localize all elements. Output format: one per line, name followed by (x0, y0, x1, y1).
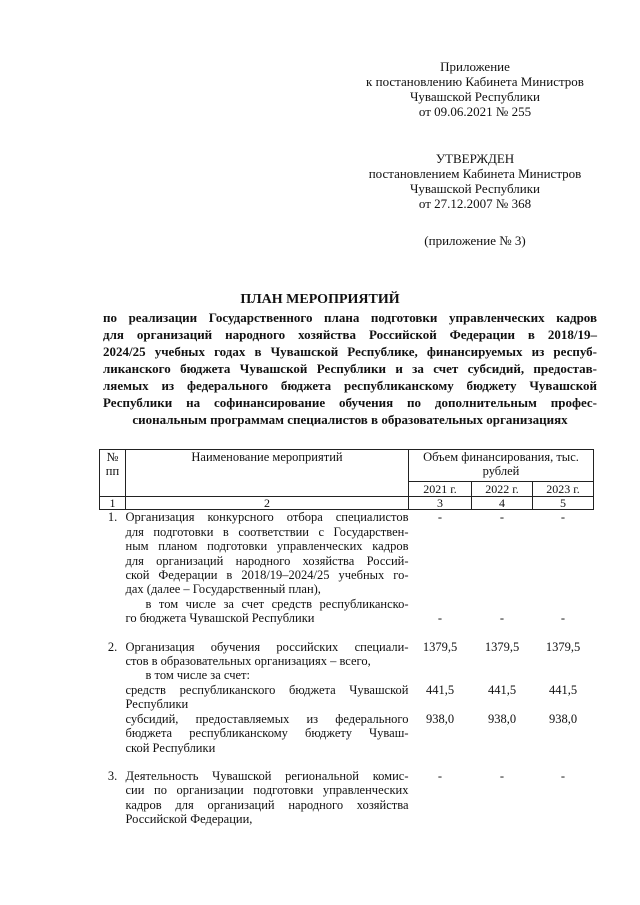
desc-line: Деятельность Чувашской региональной комис- (125, 768, 409, 783)
desc-line: дах (далее – Государственный план), (125, 582, 321, 597)
approved-header (340, 151, 610, 211)
col-number-label: 1 (100, 497, 126, 510)
col-header-funding: Объем финансирования, тыс. рублей (409, 450, 594, 482)
table-row (100, 597, 594, 626)
plan-subtitle (103, 309, 597, 428)
value-2021: - (437, 610, 443, 625)
value-2021: 1379,5 (422, 639, 458, 654)
desc-line: ской Республики (125, 740, 216, 755)
subtitle-line: сиональным программам специалистов в образовательных организациях (132, 412, 568, 427)
value-2022: - (499, 610, 505, 625)
desc-line: для организаций народного хозяйства Россий- (125, 553, 409, 568)
desc-line: Организация конкурсного отбора специалистов (125, 510, 409, 525)
subtitle-line: по реализации Государственного плана подготовки управленческих кадров (103, 310, 597, 325)
value-2023: 441,5 (548, 682, 578, 697)
value-2022: 938,0 (487, 711, 517, 726)
col-header-year-2022: 2022 г. (472, 482, 533, 497)
appendix-line: Чувашской Республики (409, 89, 541, 104)
subtitle-line: 2024/25 учебных годах в Чувашской Республике, финансируемых из респуб- (103, 344, 597, 359)
appendix-line: к постановлению Кабинета Министров (366, 74, 584, 89)
value-2023: - (560, 610, 566, 625)
approved-line: УТВЕРЖДЕН (435, 151, 515, 166)
subtitle-line: ликанского бюджета Чувашской Республики и за счет субсидий, предостав- (103, 361, 597, 376)
desc-line: бюджета республиканскому бюджету Чуваш- (125, 726, 409, 741)
row-description (126, 597, 409, 626)
desc-line: в том числе за счет: (145, 668, 250, 683)
row-number: 1. (107, 510, 118, 525)
appendix-header (340, 59, 610, 119)
desc-line: Организация обучения российских специали- (125, 639, 409, 654)
col-header-name: Наименование мероприятий (126, 450, 409, 497)
approved-line: постановлением Кабинета Министров (368, 166, 582, 181)
desc-line: Республики (125, 697, 189, 712)
row-description (126, 640, 409, 683)
col-header-number: № пп (100, 450, 126, 497)
desc-line: средств республиканского бюджета Чувашской (125, 682, 409, 697)
desc-line: для подготовки в соответствии с Государствен- (125, 524, 409, 539)
col-number-label: 5 (533, 497, 594, 510)
col-number-label: 4 (472, 497, 533, 510)
table-row (100, 683, 594, 712)
table-row (100, 769, 594, 827)
row-description (126, 683, 409, 712)
row-description (126, 712, 409, 755)
col-header-year-2021: 2021 г. (409, 482, 472, 497)
desc-line: кадров для организаций народного хозяйства (125, 797, 409, 812)
col-number-label: 3 (409, 497, 472, 510)
approved-line: от 27.12.2007 № 368 (418, 196, 532, 211)
table-row (100, 510, 594, 597)
row-description (126, 769, 409, 827)
desc-line: сии по организации подготовки управленческих (125, 783, 409, 798)
appendix-line: от 09.06.2021 № 255 (418, 104, 532, 119)
desc-line: ным планом подготовки управленческих кадров (125, 539, 409, 554)
appendix-number-note: (приложение № 3) (424, 233, 526, 248)
subtitle-line: для организаций народного хозяйства Российской Федерации в 2018/19– (103, 327, 597, 342)
value-2023: - (560, 510, 566, 525)
approved-line: Чувашской Республики (409, 181, 541, 196)
row-description (126, 510, 409, 597)
value-2022: - (499, 510, 505, 525)
col-header-year-2023: 2023 г. (533, 482, 594, 497)
subtitle-line: ляемых из федерального бюджета республиканскому бюджету Чувашской (103, 378, 597, 393)
col-number-label: 2 (126, 497, 409, 510)
row-number: 2. (107, 639, 118, 654)
desc-line: в том числе за счет средств республиканско- (145, 596, 409, 611)
value-2023: 1379,5 (545, 639, 581, 654)
value-2023: 938,0 (548, 711, 578, 726)
desc-line: стов в образовательных организациях – всего, (125, 654, 371, 669)
appendix-line: Приложение (440, 59, 510, 74)
desc-line: субсидий, предоставляемых из федерального (125, 711, 409, 726)
table-row (100, 640, 594, 683)
value-2021: - (437, 510, 443, 525)
desc-line: ской Федерации в 2018/19–2024/25 учебных го- (125, 568, 409, 583)
value-2021: 938,0 (425, 711, 455, 726)
value-2023: - (560, 768, 566, 783)
desc-line: Российской Федерации, (125, 812, 253, 827)
subtitle-line: Республики на софинансирование обучения по дополнительным профес- (103, 395, 597, 410)
value-2021: 441,5 (425, 682, 455, 697)
table-row (100, 712, 594, 755)
value-2022: - (499, 768, 505, 783)
row-number: 3. (107, 768, 118, 783)
value-2022: 441,5 (487, 682, 517, 697)
desc-line: го бюджета Чувашской Республики (125, 611, 315, 626)
plan-table (99, 449, 594, 827)
plan-title: ПЛАН МЕРОПРИЯТИЙ (240, 292, 400, 307)
value-2022: 1379,5 (484, 639, 520, 654)
value-2021: - (437, 768, 443, 783)
